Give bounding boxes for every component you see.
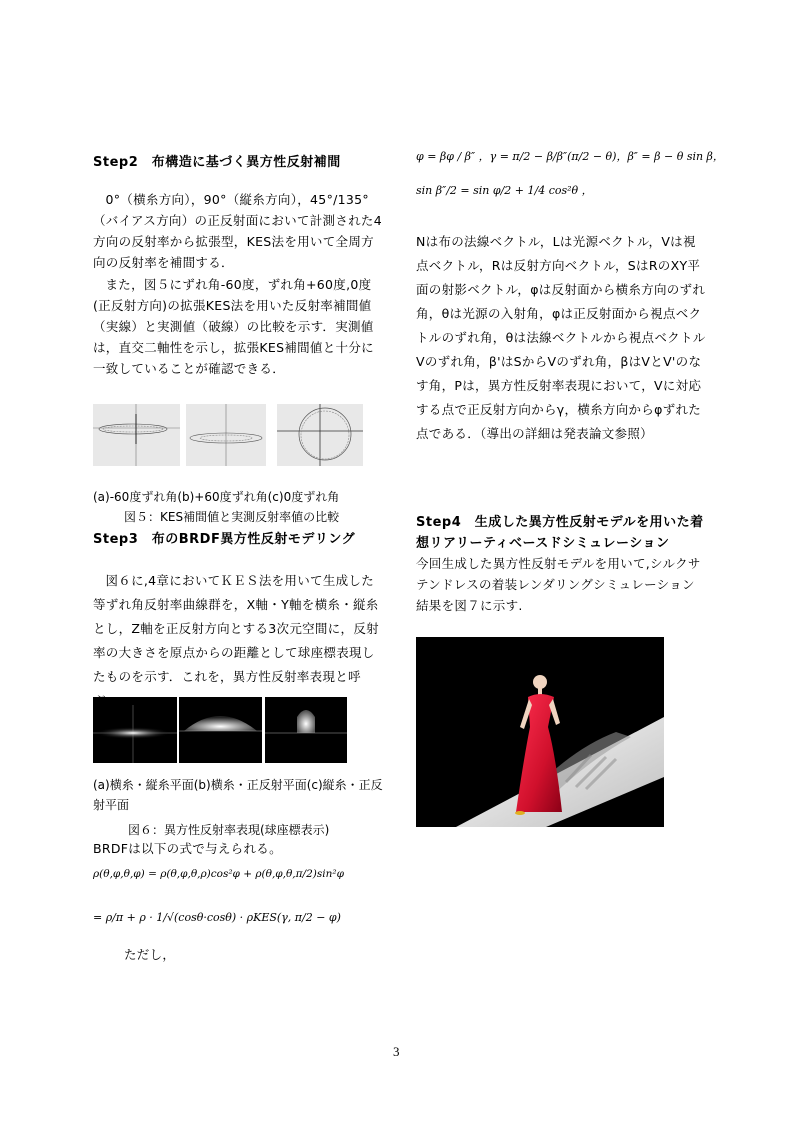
definition-equation-2: sin β″/2 = sin φ/2 + 1/4 cos²θ ，: [416, 184, 593, 197]
definitions-paragraph: Nは布の法線ベクトル，Lは光源ベクトル，Vは視点ベクトル，Rは反射方向ベクトル，SはRのXY平面の射影ベクトル，φは反射面から横糸方向のずれ角，θは光源の入射角，φは正反射面から視点ベクトルのずれ角，θは法線ベクトルから視点ベクトルVのずれ角，β'はSからVのずれ角，βはVとV'のなす角，Pは，異方性反射率表現において，Vに対応する点で正反射方向からγ，横糸方向からφずれた点である．（導出の詳細は発表論文参照）: [416, 234, 706, 441]
fig5-subcaption: (a)-60度ずれ角(b)+60度ずれ角(c)0度ずれ角: [93, 490, 340, 504]
step3-heading: Step3 布のBRDF異方性反射モデリング: [93, 532, 356, 547]
fig7-dress-render: [416, 637, 664, 827]
step4-paragraph: 今回生成した異方性反射モデルを用いて,シルクサテンドレスの着装レンダリングシミュレーション結果を図７に示す.: [416, 556, 701, 613]
step3-paragraph: 図６に,4章においてＫＥＳ法を用いて生成した等ずれ角反射率曲線群を，X軸・Y軸を横糸・縦糸とし，Z軸を正反射方向とする3次元空間に，反射率の大きさを原点からの距離として球座標表現したものを示す．これを，異方性反射率表現と呼: [93, 573, 379, 684]
brdf-equation-2: = ρ/π + ρ · 1/√(cosθ·cosθ) · ρKES(γ, π/2 − φ): [93, 911, 341, 924]
step4-heading: Step4 生成した異方性反射モデルを用いた着想リアリーティベースドシミュレーション: [416, 515, 704, 551]
brdf-intro: BRDFは以下の式で与えられる。: [93, 841, 282, 856]
fig5-panel-c: [277, 404, 363, 466]
fig6-caption: 図６：異方性反射率表現(球座標表示): [128, 823, 330, 837]
brdf-equation-1: ρ(θ,φ,θ,φ) = ρ(θ,φ,θ,ρ)cos²φ + ρ(θ,φ,θ,π/2)sin²φ: [93, 868, 344, 880]
definition-equation-1: φ = βφ / β″ ，γ = π/2 − β/β″(π/2 − θ)，β″ = β − θ sin β，: [416, 150, 724, 163]
fig6-panel-a: [93, 697, 177, 763]
step2-paragraph-2: また，図５にずれ角-60度，ずれ角+60度,0度(正反射方向)の拡張KES法を用いた反射率補間値（実線）と実測値（破線）の比較を示す．実測値は，直交二軸性を示し，拡張KES補間値と十分に一致していることが確認できる．: [93, 277, 374, 376]
tadashi-text: ただし，: [124, 947, 176, 962]
fig5-panel-a: [93, 404, 180, 466]
page-number: 3: [393, 1044, 400, 1059]
fig6-panel-b: [179, 697, 262, 763]
step2-paragraph-1: 0°（横糸方向），90°（縦糸方向），45°/135°（バイアス方向）の正反射面において計測された4方向の反射率から拡張型，KES法を用いて全周方向の反射率を補間する．: [93, 192, 382, 270]
fig5-panel-b: [186, 404, 266, 466]
fig5-caption: 図５：KES補間値と実測反射率値の比較: [124, 510, 340, 524]
step2-heading: Step2 布構造に基づく異方性反射補間: [93, 155, 341, 170]
fig6-subcaption: (a)横糸・縦糸平面(b)横糸・正反射平面(c)縦糸・正反射平面: [93, 778, 383, 812]
fig6-panel-c: [265, 697, 347, 763]
